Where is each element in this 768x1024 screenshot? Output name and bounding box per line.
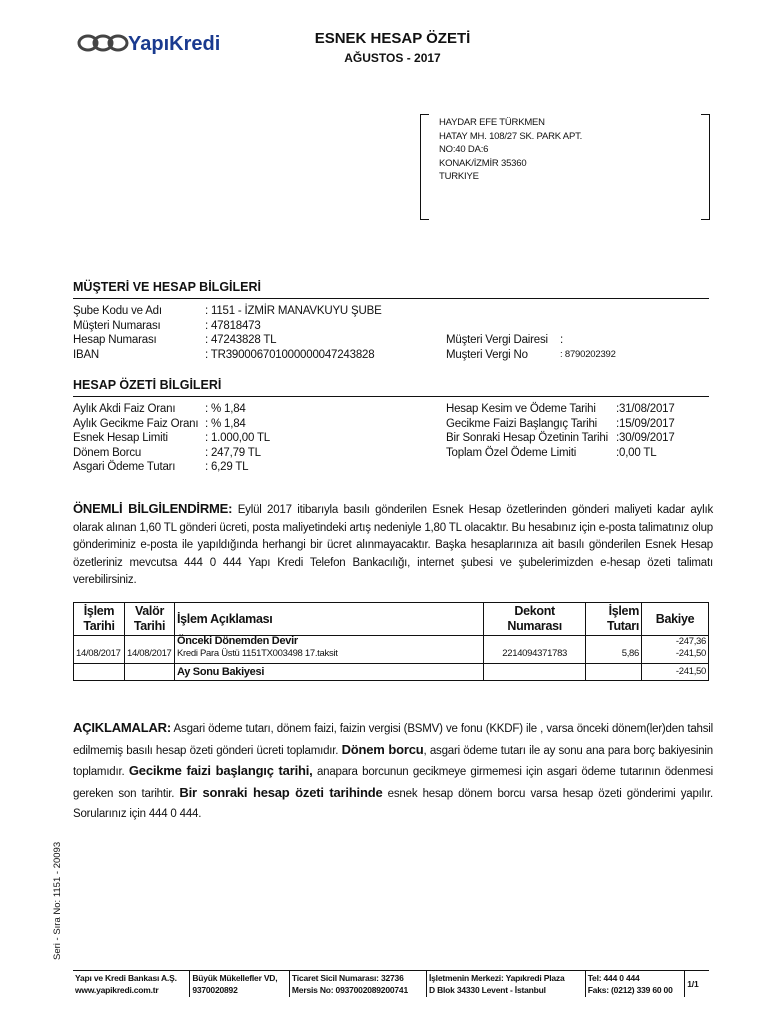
footer-text: 9370020892 — [192, 985, 238, 995]
explanations — [73, 718, 713, 825]
field-label: Toplam Özel Ödeme Limiti — [446, 446, 577, 459]
address-line: HAYDAR EFE TÜRKMEN — [439, 117, 545, 128]
closing-balance: -241,50 — [642, 664, 709, 681]
cell-amount: 5,86 — [586, 648, 642, 664]
field-label: Muşteri Vergi No — [446, 348, 528, 361]
footer-bank — [73, 971, 190, 997]
page-number: 1/1 — [687, 979, 699, 989]
serial-number: Seri - Sıra No: 1151 - 20093 — [52, 841, 63, 960]
address-bracket-left — [420, 114, 429, 220]
footer-text: Tel: 444 0 444 — [587, 973, 640, 983]
section-divider — [73, 396, 709, 397]
footer-text: Büyük Mükellefler VD, — [192, 973, 278, 983]
field-value: : 247,79 TL — [205, 446, 261, 459]
address-line: KONAK/İZMİR 35360 — [439, 157, 527, 169]
notice-heading: ÖNEMLİ BİLGİLENDİRME: — [73, 501, 233, 516]
field-value: :30/09/2017 — [616, 432, 675, 444]
field-label: IBAN — [73, 348, 100, 361]
field-label: Esnek Hesap Limiti — [73, 432, 168, 444]
field-label: Şube Kodu ve Adı — [73, 305, 162, 317]
statement-period: AĞUSTOS - 2017 — [344, 51, 441, 65]
field-value: : 47243828 TL — [205, 334, 277, 346]
notice-text: Eylül 2017 itibarıyla basılı gönderilen Esnek Hesap özetlerinden gönderi maliyeti kadar aylık olarak alınan 1,60 TL gönderi ücreti, posta maliyetindeki artış nedeniyle 1,80 TL olacaktır. Bu hesabınız için e-posta talimatınız olup gönderiminiz e-posta ile yapıldığında herhangi bir ücret alınmayacaktır. Başka hesaplarınıza ait basılı gönderilen Esnek Hesap özetleriniz mevcutsa 444 0 444 Yapı Kredi Telefon Bankacılığı, internet şubesi ve şubelerimizden e-hesap özeti talimatı verebilirsiniz. — [73, 504, 713, 586]
col-header-receipt: Dekont Numarası — [484, 603, 586, 636]
field-label: Müşteri Vergi Dairesi — [446, 334, 548, 346]
explanation-text: anapara borcunun gecikmeye girmemesi için asgari ödeme tutarının ödenmesi gereken son tarihtir. — [73, 766, 714, 800]
field-label: Hesap Kesim ve Ödeme Tarihi — [446, 403, 596, 415]
summary-info-left — [73, 402, 433, 475]
statement-title: ESNEK HESAP ÖZETİ — [314, 30, 471, 47]
field-label: Hesap Numarası — [73, 334, 157, 346]
explanation-term: Gecikme faizi başlangıç tarihi, — [128, 763, 313, 778]
cell-receipt: 2214094371783 — [484, 648, 586, 664]
address-bracket-right — [701, 114, 710, 220]
explanation-text: , asgari ödeme tutarı ile ay sonu ana para borç bakiyesinin toplamıdır. — [73, 744, 713, 778]
customer-info-right — [446, 333, 710, 362]
col-header-date: İşlem Tarihi — [74, 603, 125, 636]
footer-website-link[interactable]: www.yapikredi.com.tr — [75, 985, 159, 995]
col-header-balance: Bakiye — [642, 603, 709, 636]
explanation-term: Bir sonraki hesap özeti tarihinde — [179, 784, 383, 800]
field-value: : % 1,84 — [205, 403, 246, 415]
footer-contact — [586, 971, 686, 997]
table-row — [74, 636, 709, 648]
footer-hq — [427, 971, 586, 997]
yapikredi-logo — [76, 28, 226, 56]
cell-description: Kredi Para Üstü 1151TX003498 17.taksit — [174, 648, 483, 664]
yapikredi-logo-icon — [76, 28, 226, 56]
summary-section-title: HESAP ÖZETİ BİLGİLERİ — [73, 378, 222, 392]
footer-registry — [290, 971, 427, 997]
important-notice — [73, 500, 713, 590]
field-value: : 8790202392 — [560, 348, 616, 360]
explanation-term: Dönem borcu — [341, 741, 424, 757]
field-label: Dönem Borcu — [73, 446, 142, 459]
table-row — [74, 648, 709, 664]
footer-text: Faks: (0212) 339 60 00 — [587, 985, 673, 995]
address-line: TURKIYE — [439, 171, 479, 182]
field-label: Aylık Gecikme Faiz Oranı — [73, 417, 199, 430]
customer-section-title: MÜŞTERİ VE HESAP BİLGİLERİ — [73, 280, 261, 294]
field-value: : 47818473 — [205, 319, 261, 332]
address-lines — [439, 116, 582, 184]
table-header-row — [74, 603, 709, 636]
address-line: NO:40 DA:6 — [439, 144, 489, 155]
footer-text: Yapı ve Kredi Bankası A.Ş. — [75, 973, 177, 983]
field-label: Asgari Ödeme Tutarı — [73, 461, 176, 473]
field-label: Müşteri Numarası — [73, 319, 161, 332]
footer — [73, 970, 709, 997]
col-header-value-date: Valör Tarihi — [124, 603, 174, 636]
opening-label: Önceki Dönemden Devir — [174, 636, 483, 648]
opening-balance: -247,36 — [642, 636, 709, 648]
footer-tax — [190, 971, 290, 997]
address-line: HATAY MH. 108/27 SK. PARK APT. — [439, 130, 583, 142]
explanation-text: Asgari ödeme tutarı, dönem faizi, faizin vergisi (BSMV) ve fonu (KKDF) ile , varsa önceki dönem(ler)den tahsil edilmemiş basılı hesap özeti gönderi ücreti toplamıdır. — [73, 723, 713, 757]
col-header-amount: İşlem Tutarı — [586, 603, 642, 636]
section-divider — [73, 298, 709, 299]
transactions-table — [73, 602, 709, 681]
field-value: :0,00 TL — [616, 446, 657, 459]
brand-name: YapıKredi — [128, 33, 221, 55]
field-value: : 1.000,00 TL — [205, 432, 270, 444]
cell-balance: -241,50 — [642, 648, 709, 664]
summary-info-right — [446, 402, 710, 460]
closing-label: Ay Sonu Bakiyesi — [174, 664, 483, 681]
field-value: : 6,29 TL — [205, 461, 249, 473]
col-header-description: İşlem Açıklaması — [174, 603, 483, 636]
footer-text: Ticaret Sicil Numarası: 32736 — [291, 973, 404, 983]
address-window — [420, 114, 710, 218]
field-value: : — [560, 334, 563, 346]
footer-text: Mersis No: 0937002089200741 — [291, 985, 408, 995]
field-value: : TR390006701000000047243828 — [205, 348, 375, 361]
cell-value-date: 14/08/2017 — [124, 648, 174, 664]
field-value: :31/08/2017 — [616, 403, 675, 415]
cell-date: 14/08/2017 — [74, 648, 125, 664]
field-value: : % 1,84 — [205, 417, 246, 430]
explanations-heading: AÇIKLAMALAR: — [73, 720, 171, 735]
table-row — [74, 664, 709, 681]
field-label: Bir Sonraki Hesap Özetinin Tarihi — [446, 432, 608, 444]
explanation-text: esnek hesap dönem borcu varsa hesap özeti gönderimi yapılır. Sorularınız için 444 0 444. — [73, 787, 713, 820]
customer-info-left — [73, 304, 433, 362]
footer-text: D Blok 34330 Levent - İstanbul — [428, 985, 546, 995]
field-value: : 1151 - İZMİR MANAVKUYU ŞUBE — [205, 305, 382, 317]
field-label: Gecikme Faizi Başlangıç Tarihi — [446, 417, 598, 430]
field-value: :15/09/2017 — [616, 417, 675, 430]
footer-text: İşletmenin Merkezi: Yapıkredi Plaza — [428, 973, 565, 983]
field-label: Aylık Akdi Faiz Oranı — [73, 403, 176, 415]
